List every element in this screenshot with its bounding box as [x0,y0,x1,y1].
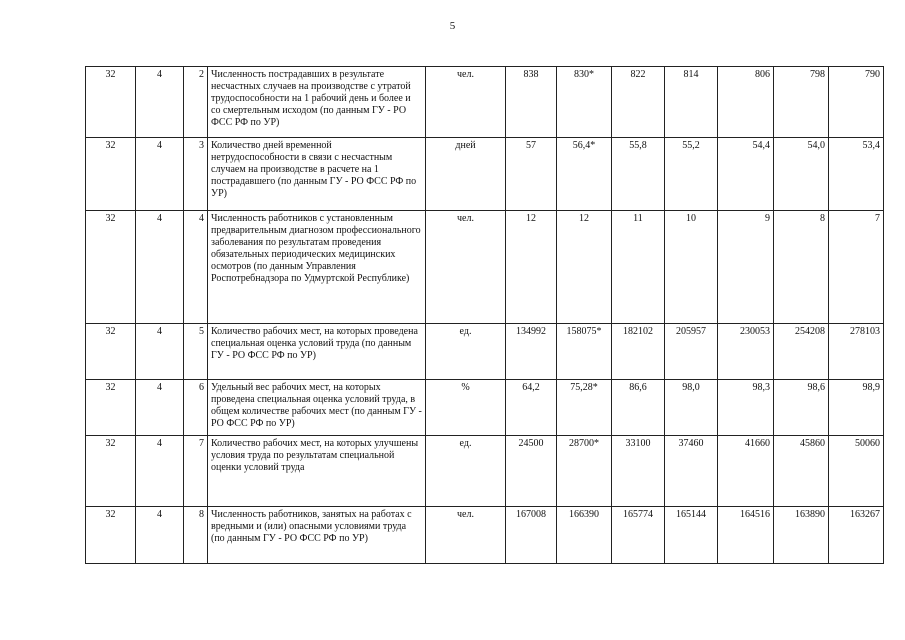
indicator-number-cell: 8 [184,507,208,564]
value-cell: 11 [612,211,665,324]
subprogram-code-cell: 4 [136,324,184,380]
value-cell: 55,2 [665,138,718,211]
table-row [86,324,884,380]
value-cell: 24500 [506,436,557,507]
value-cell: 86,6 [612,380,665,436]
indicator-name-cell: Количество дней временной нетрудоспособности в связи с несчастным случаем на производстве в расчете на 1 пострадавшего (по данным ГУ - РО ФСС РФ по УР) [208,138,426,211]
value-cell: 8 [774,211,829,324]
table-row [86,138,884,211]
indicator-number-cell: 6 [184,380,208,436]
value-cell: 54,0 [774,138,829,211]
value-cell: 166390 [557,507,612,564]
value-cell: 98,6 [774,380,829,436]
program-code-cell: 32 [86,436,136,507]
program-code-cell: 32 [86,324,136,380]
value-cell: 9 [718,211,774,324]
unit-cell: дней [426,138,506,211]
value-cell: 230053 [718,324,774,380]
value-cell: 164516 [718,507,774,564]
value-cell: 158075* [557,324,612,380]
indicator-number-cell: 2 [184,67,208,138]
subprogram-code-cell: 4 [136,380,184,436]
table-row [86,380,884,436]
indicators-table [85,66,884,564]
value-cell: 798 [774,67,829,138]
value-cell: 75,28* [557,380,612,436]
value-cell: 12 [506,211,557,324]
indicator-name-cell: Численность работников с установленным предварительным диагнозом профессионального заболевания по результатам проведения обязательных периодических медицинских осмотров (по данным Управления Роспотребнадзора по Удмуртской Республике) [208,211,426,324]
indicator-name-cell: Численность пострадавших в результате несчастных случаев на производстве с утратой трудоспособности на 1 рабочий день и более и со смертельным исходом (по данным ГУ - РО ФСС РФ по УР) [208,67,426,138]
program-code-cell: 32 [86,138,136,211]
value-cell: 37460 [665,436,718,507]
indicator-name-cell: Численность работников, занятых на работах с вредными и (или) опасными условиями труда (по данным ГУ - РО ФСС РФ по УР) [208,507,426,564]
value-cell: 163267 [829,507,884,564]
value-cell: 33100 [612,436,665,507]
value-cell: 55,8 [612,138,665,211]
value-cell: 790 [829,67,884,138]
value-cell: 254208 [774,324,829,380]
value-cell: 10 [665,211,718,324]
unit-cell: ед. [426,324,506,380]
unit-cell: чел. [426,67,506,138]
table-row [86,507,884,564]
value-cell: 134992 [506,324,557,380]
value-cell: 98,3 [718,380,774,436]
indicator-name-cell: Удельный вес рабочих мест, на которых проведена специальная оценка условий труда, в общем количестве рабочих мест (по данным ГУ - РО ФСС РФ по УР) [208,380,426,436]
subprogram-code-cell: 4 [136,507,184,564]
subprogram-code-cell: 4 [136,67,184,138]
subprogram-code-cell: 4 [136,138,184,211]
program-code-cell: 32 [86,380,136,436]
value-cell: 838 [506,67,557,138]
unit-cell: % [426,380,506,436]
value-cell: 12 [557,211,612,324]
value-cell: 806 [718,67,774,138]
program-code-cell: 32 [86,211,136,324]
program-code-cell: 32 [86,507,136,564]
value-cell: 163890 [774,507,829,564]
value-cell: 205957 [665,324,718,380]
indicator-number-cell: 3 [184,138,208,211]
indicator-number-cell: 7 [184,436,208,507]
value-cell: 98,9 [829,380,884,436]
value-cell: 41660 [718,436,774,507]
value-cell: 57 [506,138,557,211]
value-cell: 64,2 [506,380,557,436]
value-cell: 165144 [665,507,718,564]
value-cell: 278103 [829,324,884,380]
unit-cell: чел. [426,507,506,564]
value-cell: 54,4 [718,138,774,211]
value-cell: 814 [665,67,718,138]
indicator-number-cell: 5 [184,324,208,380]
indicator-number-cell: 4 [184,211,208,324]
unit-cell: ед. [426,436,506,507]
subprogram-code-cell: 4 [136,211,184,324]
table-body [86,67,884,564]
value-cell: 28700* [557,436,612,507]
table-row [86,67,884,138]
unit-cell: чел. [426,211,506,324]
program-code-cell: 32 [86,67,136,138]
value-cell: 182102 [612,324,665,380]
value-cell: 167008 [506,507,557,564]
value-cell: 7 [829,211,884,324]
indicator-name-cell: Количество рабочих мест, на которых проведена специальная оценка условий труда (по данным ГУ - РО ФСС РФ по УР) [208,324,426,380]
value-cell: 53,4 [829,138,884,211]
value-cell: 56,4* [557,138,612,211]
value-cell: 830* [557,67,612,138]
value-cell: 165774 [612,507,665,564]
indicator-name-cell: Количество рабочих мест, на которых улучшены условия труда по результатам специальной оценки условий труда [208,436,426,507]
table-row [86,211,884,324]
value-cell: 822 [612,67,665,138]
page-number: 5 [449,20,456,32]
value-cell: 98,0 [665,380,718,436]
value-cell: 45860 [774,436,829,507]
value-cell: 50060 [829,436,884,507]
table-row [86,436,884,507]
subprogram-code-cell: 4 [136,436,184,507]
